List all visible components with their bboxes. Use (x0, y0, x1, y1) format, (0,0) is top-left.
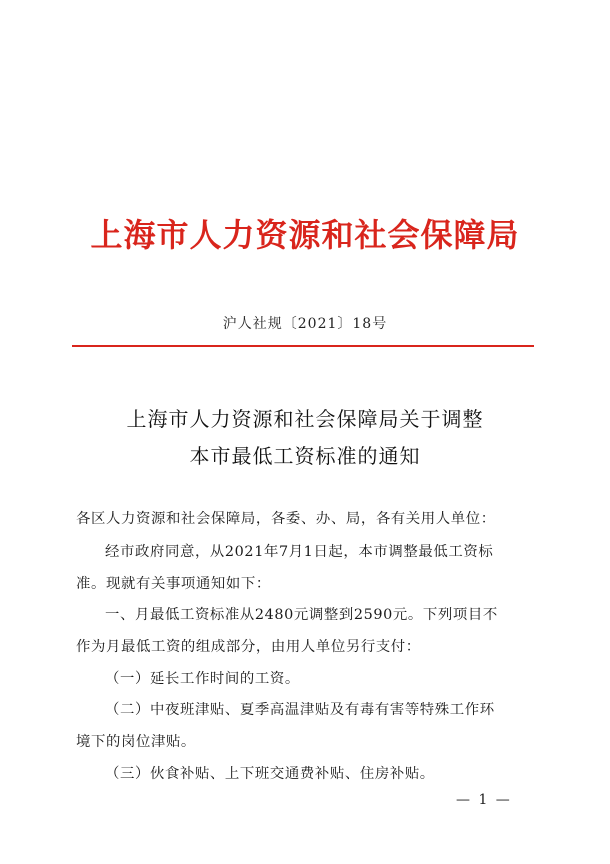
salutation: 各区人力资源和社会保障局，各委、办、局，各有关用人单位： (76, 511, 496, 527)
list-item-1: （一）延长工作时间的工资。 (105, 671, 300, 687)
paragraph-2-line-2: 作为月最低工资的组成部分，由用人单位另行支付： (76, 639, 421, 655)
list-item-2-line-2: 境下的岗位津贴。 (76, 734, 196, 750)
red-separator-line (72, 345, 534, 347)
notice-title-line-1: 上海市人力资源和社会保障局关于调整 (126, 407, 484, 431)
list-item-3: （三）伙食补贴、上下班交通费补贴、住房补贴。 (105, 766, 435, 782)
list-item-2-line-1: （二）中夜班津贴、夏季高温津贴及有毒有害等特殊工作环 (105, 702, 495, 718)
paragraph-2-line-1: 一、月最低工资标准从2480元调整到2590元。下列项目不 (105, 607, 498, 623)
paragraph-1-line-2: 准。现就有关事项通知如下： (76, 576, 271, 592)
notice-title-line-2: 本市最低工资标准的通知 (189, 444, 421, 468)
document-number: 沪人社规〔2021〕18号 (222, 316, 388, 332)
page-number: — 1 — (456, 792, 512, 808)
paragraph-1-line-1: 经市政府同意，从2021年7月1日起，本市调整最低工资标 (105, 544, 494, 560)
agency-title: 上海市人力资源和社会保障局 (90, 216, 520, 254)
